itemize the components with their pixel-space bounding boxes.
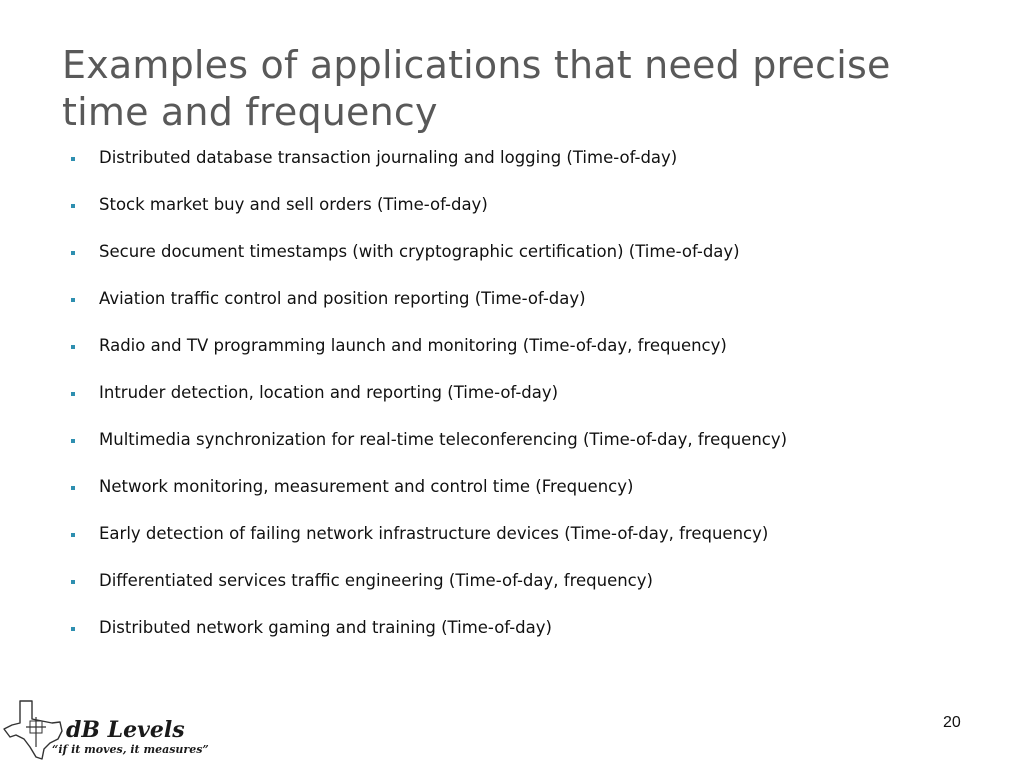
bullet-text: Differentiated services traffic engineering (Time-of-day, frequency) [99, 571, 653, 590]
bullet-item [0, 475, 1024, 505]
logo-tagline-text: “if it moves, it measures” [52, 743, 209, 756]
bullet-item [0, 616, 1024, 646]
bullet-text: Secure document timestamps (with cryptographic certification) (Time-of-day) [99, 242, 740, 261]
bullet-marker-icon [71, 157, 75, 161]
slide-title-line-1: Examples of applications that need precise [62, 43, 891, 87]
bullet-text: Radio and TV programming launch and monitoring (Time-of-day, frequency) [99, 336, 727, 355]
bullet-text: Multimedia synchronization for real-time teleconferencing (Time-of-day, frequency) [99, 430, 788, 449]
bullet-marker-icon [71, 486, 75, 490]
bullet-item [0, 287, 1024, 317]
bullet-marker-icon [71, 580, 75, 584]
bullet-marker-icon [71, 627, 75, 631]
bullet-item [0, 193, 1024, 223]
bullet-text: Aviation traffic control and position reporting (Time-of-day) [99, 289, 586, 308]
bullet-item [0, 334, 1024, 364]
bullet-marker-icon [71, 533, 75, 537]
bullet-item [0, 428, 1024, 458]
slide-title [62, 42, 962, 136]
page-number: 20 [943, 714, 961, 731]
bullet-item [0, 569, 1024, 599]
bullet-text: Distributed network gaming and training (Time-of-day) [99, 618, 552, 637]
bullet-marker-icon [71, 298, 75, 302]
bullet-marker-icon [71, 439, 75, 443]
bullet-text: Intruder detection, location and reporting (Time-of-day) [99, 383, 559, 402]
bullet-marker-icon [71, 392, 75, 396]
bullet-text: Stock market buy and sell orders (Time-of-day) [99, 195, 488, 214]
bullet-item [0, 522, 1024, 552]
bullet-item [0, 240, 1024, 270]
bullet-marker-icon [71, 204, 75, 208]
bullet-text: Early detection of failing network infrastructure devices (Time-of-day, frequency) [99, 524, 769, 543]
logo-brand-text: dB Levels [66, 717, 185, 743]
bullet-item [0, 146, 1024, 176]
bullet-text: Distributed database transaction journaling and logging (Time-of-day) [99, 148, 678, 167]
bullet-marker-icon [71, 251, 75, 255]
bullet-item [0, 381, 1024, 411]
company-logo [2, 697, 209, 763]
slide-title-line-2: time and frequency [62, 90, 438, 134]
bullet-text: Network monitoring, measurement and control time (Frequency) [99, 477, 634, 496]
bullet-marker-icon [71, 345, 75, 349]
